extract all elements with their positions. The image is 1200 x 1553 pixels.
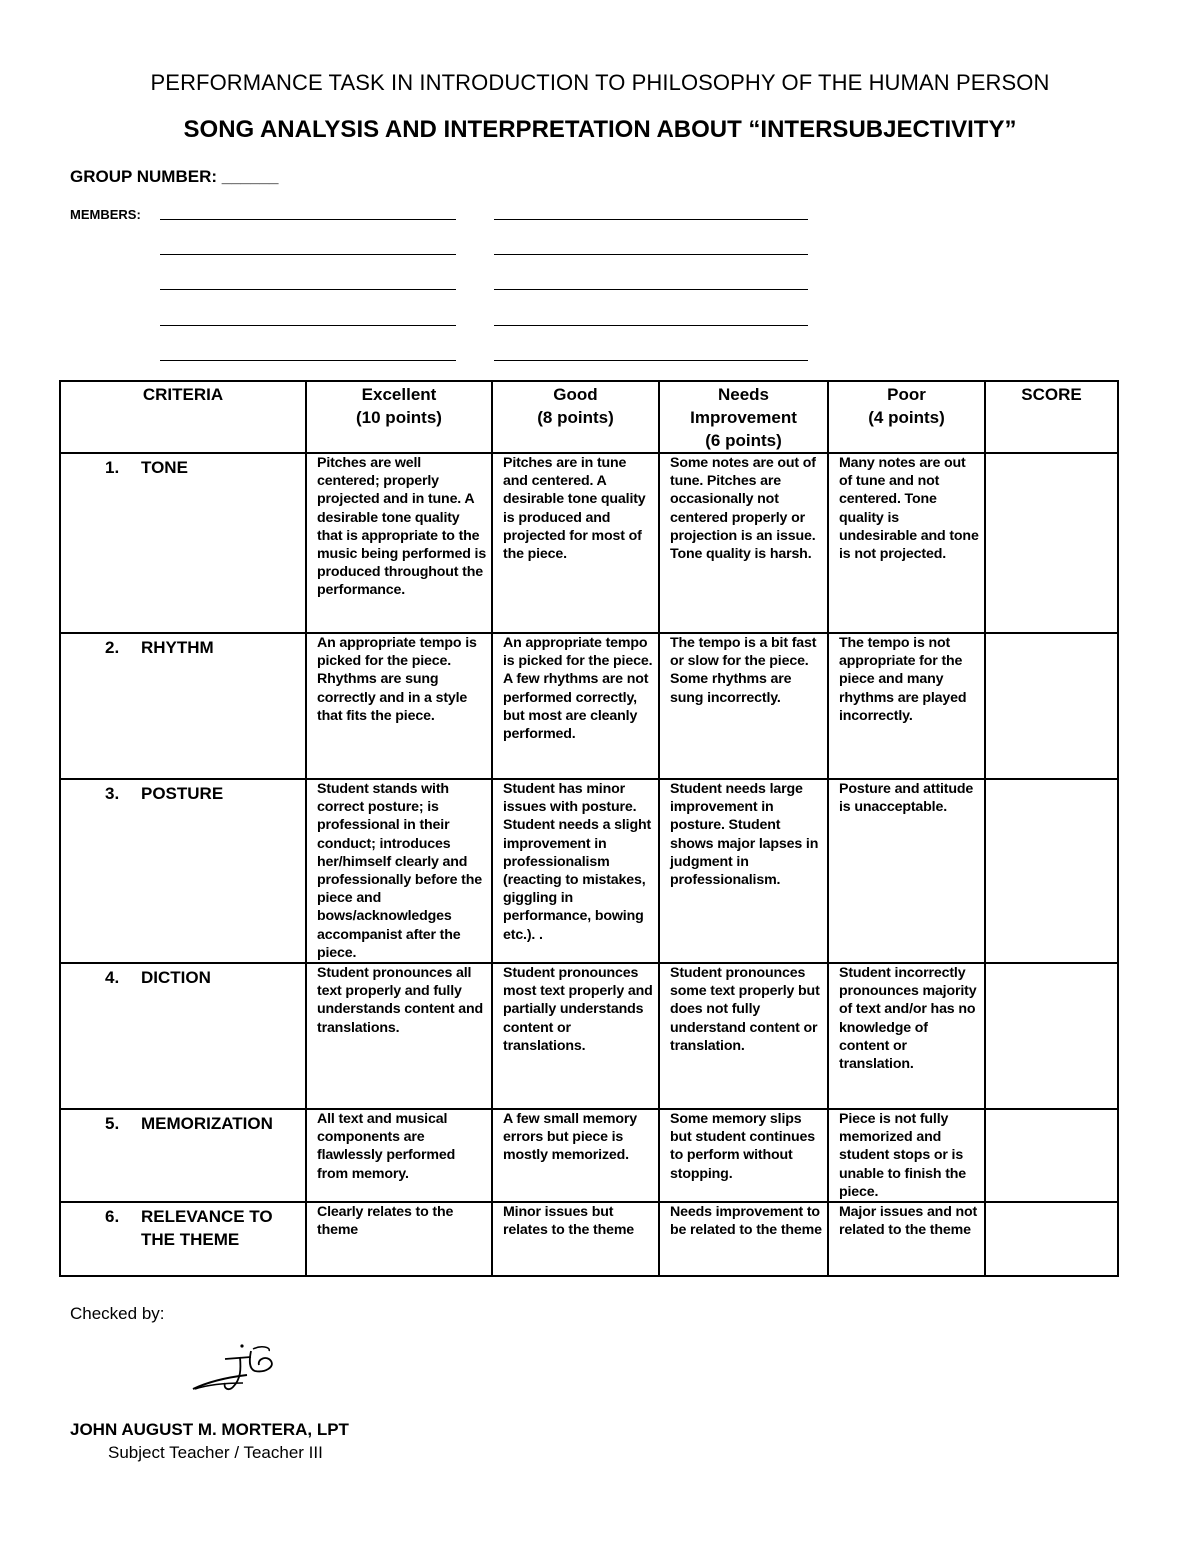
criteria-name: RHYTHM bbox=[141, 638, 214, 657]
criteria-name: TONE bbox=[141, 458, 188, 477]
poor-description: Student incorrectly pronounces majority of text and/or has no knowledge of content or translation. bbox=[839, 965, 977, 1073]
member-line bbox=[160, 219, 456, 220]
criteria-name: RELEVANCE TO THE THEME bbox=[141, 1207, 273, 1250]
criteria-cell bbox=[60, 779, 306, 963]
table-row bbox=[60, 453, 1118, 633]
table-row bbox=[60, 779, 1118, 963]
excellent-description: Clearly relates to the theme bbox=[317, 1204, 454, 1239]
poor-description: Major issues and not related to the theme bbox=[839, 1204, 978, 1239]
excellent-description: All text and musical components are flawlessly performed from memory. bbox=[317, 1111, 456, 1182]
good-description: Pitches are in tune and centered. A desirable tone quality is produced and projected for most of the piece. bbox=[503, 455, 646, 563]
poor-cell bbox=[828, 963, 985, 1109]
member-line bbox=[160, 325, 456, 326]
excellent-description: Student stands with correct posture; is professional in their conduct; introduces her/himself clearly and professionally before the piece and bows/acknowledges accompanist after the piece. bbox=[317, 781, 482, 961]
criteria-number: 5. bbox=[105, 1114, 120, 1134]
document-subtitle: SONG ANALYSIS AND INTERPRETATION ABOUT “INTERSUBJECTIVITY” bbox=[183, 116, 1017, 143]
criteria-cell bbox=[60, 453, 306, 633]
needs-description: The tempo is a bit fast or slow for the piece. Some rhythms are sung incorrectly. bbox=[670, 635, 817, 706]
criteria-cell bbox=[60, 1202, 306, 1276]
table-header-row bbox=[60, 381, 1118, 453]
score-cell bbox=[985, 453, 1118, 633]
header-needs-improvement: Needs Improvement (6 points) bbox=[659, 381, 828, 453]
member-line bbox=[494, 360, 808, 361]
header-excellent: Excellent (10 points) bbox=[306, 381, 492, 453]
teacher-role: Subject Teacher / Teacher III bbox=[108, 1443, 323, 1462]
teacher-name: JOHN AUGUST M. MORTERA, LPT bbox=[70, 1420, 349, 1439]
good-description: Student pronounces most text properly and partially understands content or translations. bbox=[503, 965, 653, 1054]
excellent-cell bbox=[306, 1202, 492, 1276]
signature-image bbox=[185, 1337, 295, 1399]
members-label: MEMBERS: bbox=[70, 207, 141, 222]
criteria-number: 2. bbox=[105, 638, 120, 657]
table-row bbox=[60, 1202, 1118, 1276]
member-line bbox=[160, 360, 456, 361]
rubric-table bbox=[59, 380, 1119, 1277]
poor-description: Many notes are out of tune and not centered. Tone quality is undesirable and tone is not projected. bbox=[839, 455, 979, 563]
good-cell bbox=[492, 963, 659, 1109]
excellent-cell bbox=[306, 633, 492, 779]
score-cell bbox=[985, 1202, 1118, 1276]
good-description: An appropriate tempo is picked for the piece. A few rhythms are not performed correctly, but most are cleanly performed. bbox=[503, 635, 653, 743]
needs-cell bbox=[659, 1109, 828, 1202]
member-line bbox=[160, 254, 456, 255]
good-cell bbox=[492, 779, 659, 963]
needs-description: Some memory slips but student continues to perform without stopping. bbox=[670, 1111, 816, 1182]
criteria-number: 6. bbox=[105, 1207, 120, 1227]
header-score: SCORE bbox=[985, 381, 1118, 453]
good-cell bbox=[492, 1109, 659, 1202]
needs-cell bbox=[659, 779, 828, 963]
document-title: PERFORMANCE TASK IN INTRODUCTION TO PHILOSOPHY OF THE HUMAN PERSON bbox=[150, 70, 1050, 95]
table-row bbox=[60, 1109, 1118, 1202]
member-line bbox=[494, 254, 808, 255]
criteria-name: DICTION bbox=[141, 968, 211, 988]
poor-description: Posture and attitude is unacceptable. bbox=[839, 781, 974, 816]
poor-description: The tempo is not appropriate for the piece and many rhythms are played incorrectly. bbox=[839, 635, 967, 724]
score-cell bbox=[985, 963, 1118, 1109]
needs-description: Student needs large improvement in posture. Student shows major lapses in judgment in professionalism. bbox=[670, 781, 819, 889]
criteria-number: 3. bbox=[105, 784, 120, 803]
excellent-description: Pitches are well centered; properly projected and in tune. A desirable tone quality that is appropriate to the music being performed is produced throughout the performance. bbox=[317, 455, 487, 599]
criteria-number: 1. bbox=[105, 458, 120, 477]
score-cell bbox=[985, 779, 1118, 963]
table-row bbox=[60, 633, 1118, 779]
criteria-name: MEMORIZATION bbox=[141, 1114, 273, 1134]
checked-by-label: Checked by: bbox=[70, 1304, 165, 1323]
poor-cell bbox=[828, 633, 985, 779]
good-cell bbox=[492, 453, 659, 633]
member-line bbox=[160, 289, 456, 290]
poor-cell bbox=[828, 1202, 985, 1276]
poor-cell bbox=[828, 1109, 985, 1202]
member-line bbox=[494, 219, 808, 220]
score-cell bbox=[985, 633, 1118, 779]
good-cell bbox=[492, 1202, 659, 1276]
excellent-cell bbox=[306, 1109, 492, 1202]
good-description: Minor issues but relates to the theme bbox=[503, 1204, 635, 1239]
criteria-cell bbox=[60, 1109, 306, 1202]
group-number-field: GROUP NUMBER: ______ bbox=[70, 167, 279, 186]
member-line bbox=[494, 325, 808, 326]
needs-cell bbox=[659, 453, 828, 633]
needs-description: Student pronounces some text properly but does not fully understand content or translation. bbox=[670, 965, 820, 1054]
score-cell bbox=[985, 1109, 1118, 1202]
header-poor: Poor (4 points) bbox=[828, 381, 985, 453]
header-criteria: CRITERIA bbox=[60, 381, 306, 453]
excellent-cell bbox=[306, 963, 492, 1109]
needs-cell bbox=[659, 633, 828, 779]
good-description: A few small memory errors but piece is mostly memorized. bbox=[503, 1111, 637, 1164]
criteria-name: POSTURE bbox=[141, 784, 224, 803]
criteria-number: 4. bbox=[105, 968, 120, 988]
member-line bbox=[494, 289, 808, 290]
good-description: Student has minor issues with posture. Student needs a slight improvement in professionalism (reacting to mistakes, giggling in performance, bowing etc.). . bbox=[503, 781, 652, 943]
excellent-cell bbox=[306, 453, 492, 633]
needs-cell bbox=[659, 1202, 828, 1276]
excellent-description: Student pronounces all text properly and fully understands content and translations. bbox=[317, 965, 484, 1036]
table-row bbox=[60, 963, 1118, 1109]
good-cell bbox=[492, 633, 659, 779]
poor-description: Piece is not fully memorized and student stops or is unable to finish the piece. bbox=[839, 1111, 967, 1200]
criteria-cell bbox=[60, 963, 306, 1109]
needs-description: Some notes are out of tune. Pitches are occasionally not centered properly or projection is an issue. Tone quality is harsh. bbox=[670, 455, 816, 563]
poor-cell bbox=[828, 453, 985, 633]
header-good: Good (8 points) bbox=[492, 381, 659, 453]
needs-cell bbox=[659, 963, 828, 1109]
needs-description: Needs improvement to be related to the theme bbox=[670, 1204, 822, 1239]
criteria-cell bbox=[60, 633, 306, 779]
excellent-cell bbox=[306, 779, 492, 963]
poor-cell bbox=[828, 779, 985, 963]
excellent-description: An appropriate tempo is picked for the piece. Rhythms are sung correctly and in a style that fits the piece. bbox=[317, 635, 477, 724]
